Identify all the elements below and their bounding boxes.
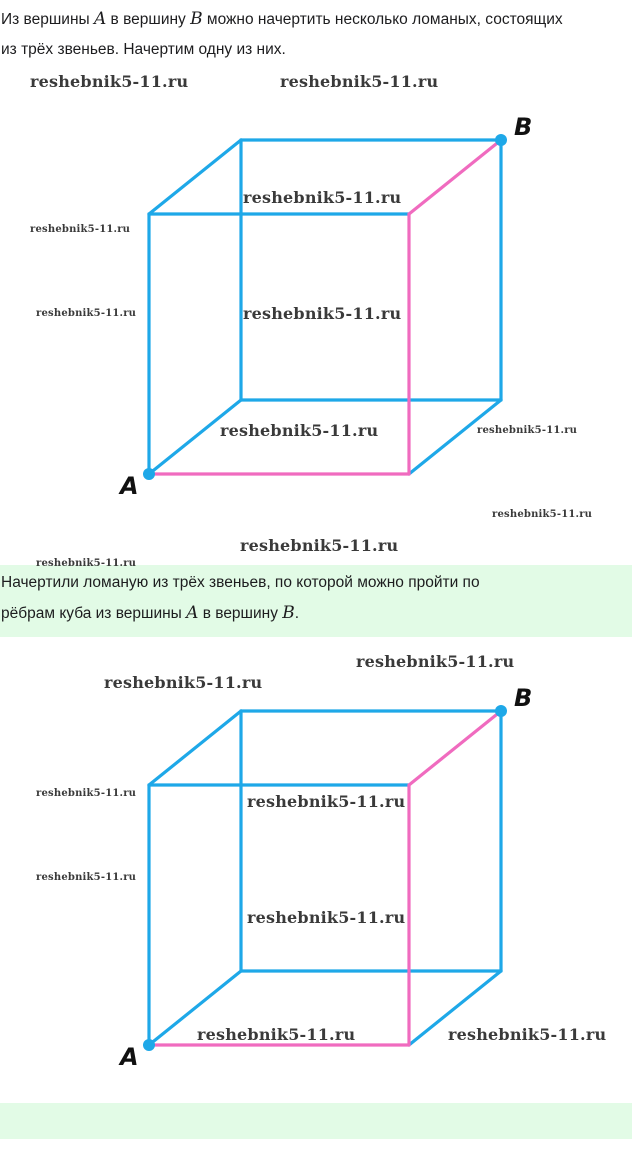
result-paragraph	[0, 565, 632, 637]
watermark: reshebnik5-11.ru	[36, 788, 137, 799]
cube-edge	[149, 140, 241, 214]
vertex-b-label: B	[514, 113, 533, 141]
intro-paragraph	[0, 4, 632, 65]
text-segment: Из вершины	[1, 11, 94, 28]
watermark: reshebnik5-11.ru	[247, 792, 406, 811]
watermark: reshebnik5-11.ru	[197, 1025, 356, 1044]
intro-line-1	[1, 4, 632, 35]
watermark: reshebnik5-11.ru	[36, 872, 137, 883]
path-segment-3	[409, 140, 501, 214]
text-segment: в вершину	[106, 11, 191, 28]
watermark: reshebnik5-11.ru	[356, 652, 515, 671]
watermark: reshebnik5-11.ru	[280, 72, 439, 91]
empty-answer-block	[0, 1103, 632, 1139]
watermark: reshebnik5-11.ru	[243, 188, 402, 207]
cube-figure-1	[0, 60, 632, 565]
text-segment: в вершину	[198, 605, 283, 622]
cube-edge	[149, 711, 241, 785]
text-segment: рёбрам куба из вершины	[1, 605, 187, 622]
watermark: reshebnik5-11.ru	[104, 673, 263, 692]
math-var-a: A	[93, 9, 107, 29]
vertex-b-dot	[495, 705, 507, 717]
watermark: reshebnik5-11.ru	[243, 304, 402, 323]
math-var-b: B	[190, 9, 203, 29]
vertex-a-dot	[143, 1039, 155, 1051]
math-var-b: B	[282, 603, 295, 623]
cube-edge	[409, 400, 501, 474]
watermark: reshebnik5-11.ru	[247, 908, 406, 927]
watermark: reshebnik5-11.ru	[30, 224, 131, 235]
watermark: reshebnik5-11.ru	[240, 536, 399, 555]
intro-line-2: из трёх звеньев. Начертим одну из них.	[1, 41, 286, 58]
math-var-a: A	[186, 603, 199, 623]
vertex-a-label: A	[120, 1043, 139, 1071]
watermark: reshebnik5-11.ru	[36, 308, 137, 319]
text-segment: .	[294, 605, 300, 622]
watermark: reshebnik5-11.ru	[220, 421, 379, 440]
watermark: reshebnik5-11.ru	[492, 509, 593, 520]
vertex-a-label: A	[120, 472, 139, 500]
result-line-1: Начертили ломаную из трёх звеньев, по которой можно пройти по	[1, 574, 480, 591]
vertex-a-dot	[143, 468, 155, 480]
result-line-2	[1, 598, 632, 629]
vertex-b-dot	[495, 134, 507, 146]
watermark: reshebnik5-11.ru	[36, 558, 137, 569]
text-segment: можно начертить несколько ломаных, состоящих	[202, 11, 563, 28]
vertex-b-label: B	[514, 684, 533, 712]
cube-figure-2	[0, 640, 632, 1100]
watermark: reshebnik5-11.ru	[30, 72, 189, 91]
watermark: reshebnik5-11.ru	[448, 1025, 607, 1044]
path-segment-3	[409, 711, 501, 785]
watermark: reshebnik5-11.ru	[477, 425, 578, 436]
